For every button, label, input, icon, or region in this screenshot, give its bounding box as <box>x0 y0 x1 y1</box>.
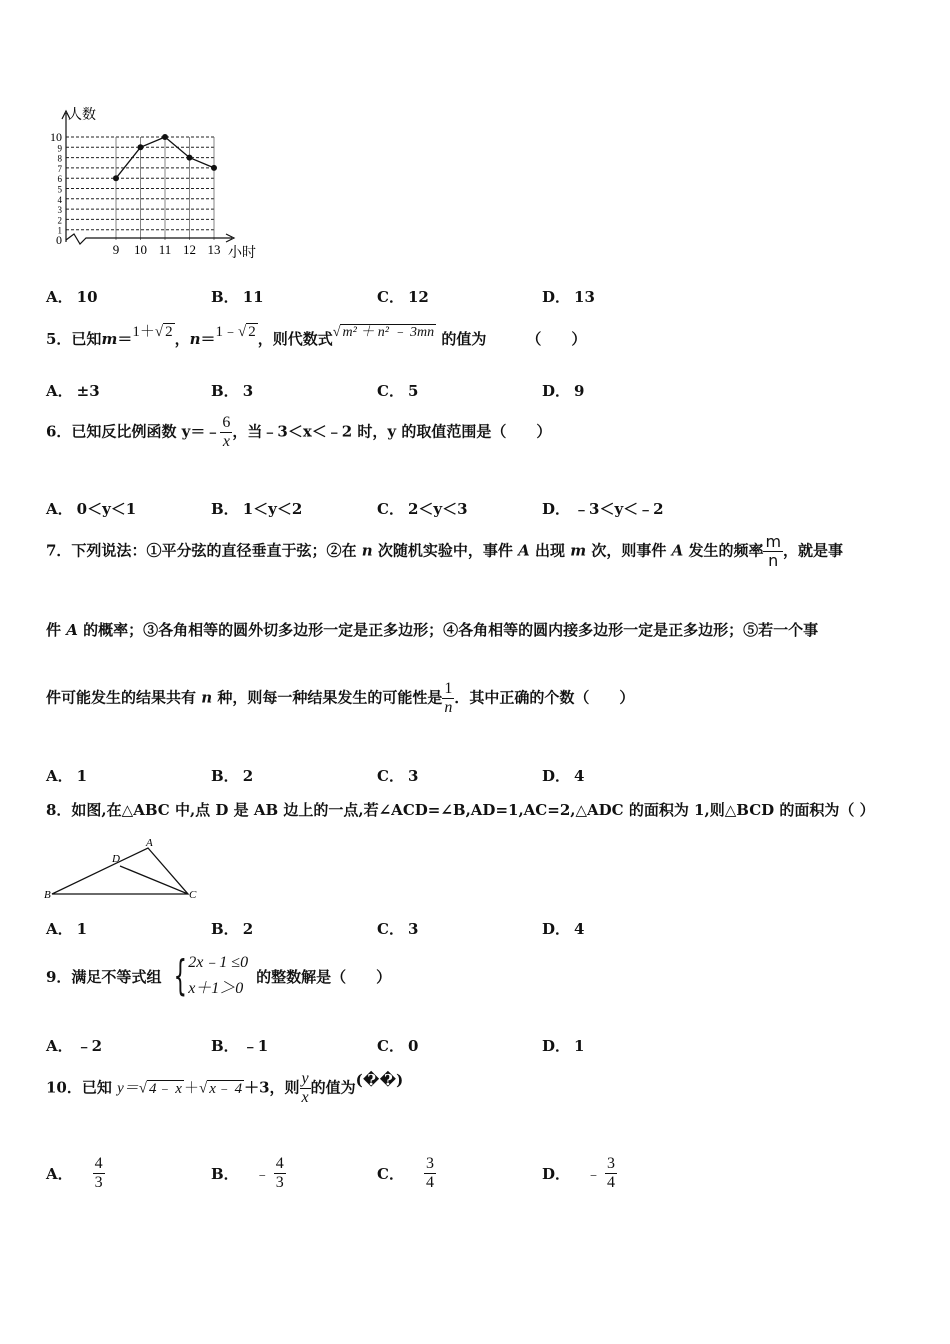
q5-options-a <box>46 380 100 401</box>
question-9: 9．满足不等式组 { 2x﹣1 ≤0 x＋1＞0 的整数解是（ ） <box>46 951 392 1000</box>
y-tick-label: 8 <box>57 153 62 164</box>
question-5: 5．已知m＝1＋√ 2 ，n＝1﹣√ 2 ，则代数式√ m² ＋ n² ﹣ 3mn 的值为 （ ） <box>46 324 587 348</box>
option-letter: B． <box>211 382 239 400</box>
option-text: 2 <box>242 920 254 938</box>
x-tick-label: 12 <box>183 242 196 257</box>
option-text: 3 <box>407 920 419 938</box>
option-text: 12 <box>407 288 429 306</box>
option-fraction <box>274 1155 286 1192</box>
q4-options-c <box>377 286 429 307</box>
option-text: ﹣1 <box>242 1037 269 1055</box>
label-A: A <box>146 837 153 849</box>
label-D: D <box>112 853 120 865</box>
q5-options-c <box>377 380 418 401</box>
option-text: 1＜y＜2 <box>242 500 303 518</box>
option-text: 2＜y＜3 <box>407 500 468 518</box>
option-letter: C． <box>377 1165 404 1183</box>
option-text: 10 <box>76 288 98 306</box>
option-text: 2 <box>242 767 254 785</box>
q8-options-d <box>542 918 584 939</box>
q6-options-b <box>211 498 302 519</box>
option-letter: B． <box>211 1037 239 1055</box>
option-fraction <box>424 1155 436 1192</box>
option-letter: C． <box>377 382 404 400</box>
option-letter: D． <box>542 767 571 785</box>
q9-options-d <box>542 1035 584 1056</box>
option-letter: D． <box>542 500 571 518</box>
option-letter: B． <box>211 920 239 938</box>
triangle-lines <box>52 848 188 894</box>
data-point <box>211 165 217 171</box>
option-text: 3 <box>242 382 254 400</box>
option-text: ﹣3＜y＜﹣2 <box>574 500 664 518</box>
option-text: 11 <box>242 288 264 306</box>
y-tick-label: 4 <box>57 194 62 205</box>
option-letter: B． <box>211 288 239 306</box>
option-letter: B． <box>211 500 239 518</box>
triangle-figure <box>40 836 210 902</box>
question-10: 10．已知 y＝√ 4﹣ x ＋√ x﹣ 4 ＋3，则 $\frac{y}{x}$ 的值为(��) <box>46 1070 404 1106</box>
y-tick-label: 3 <box>57 205 62 216</box>
q9-options-b <box>211 1035 268 1056</box>
option-text: 1 <box>574 1037 585 1055</box>
denominator: 4 <box>425 1174 434 1191</box>
option-text: ±3 <box>76 382 100 400</box>
question-8: 8．如图,在△ABC 中,点 D 是 AB 边上的一点,若∠ACD=∠B,AD=1,AC=2,△ADC 的面积为 1,则△BCD 的面积为（ ） <box>46 801 875 819</box>
y-axis-label: 人数 <box>68 107 96 123</box>
option-letter: A． <box>46 767 73 785</box>
question-6: 6．已知反比例函数 y＝﹣ $\frac{6}{x}$ ，当﹣3＜x＜﹣2 时，y 的取值范围是（ ） <box>46 414 552 450</box>
option-letter: D． <box>542 382 571 400</box>
q10-options-c <box>377 1155 436 1192</box>
numerator: 3 <box>425 1155 434 1172</box>
x-tick-label: 10 <box>134 242 147 257</box>
denominator: 4 <box>607 1174 616 1191</box>
question-7-line-3: 件可能发生的结果共有 n 种，则每一种结果发生的可能性是 $\frac{1}{n}$ ．其中正确的个数（ ） <box>46 680 635 716</box>
q7-options-d <box>542 765 584 786</box>
q6-options-a <box>46 498 136 519</box>
option-text: 5 <box>407 382 419 400</box>
q9-options-a <box>46 1035 102 1056</box>
question-7-line-2: 件 A 的概率；③各角相等的圆外切多边形一定是正多边形；④各角相等的圆内接多边形一定是正多边形；⑤若一个事 <box>46 621 819 639</box>
q7-options-b <box>211 765 253 786</box>
data-point <box>138 144 144 150</box>
x-axis-label: 小时 <box>228 245 256 261</box>
q10-options-b <box>211 1155 286 1192</box>
option-letter: D． <box>542 288 571 306</box>
option-letter: A． <box>46 500 73 518</box>
denominator: 3 <box>94 1174 103 1191</box>
option-letter: C． <box>377 767 404 785</box>
option-letter: C． <box>377 500 404 518</box>
y-tick-label: 0 <box>56 233 62 247</box>
y-tick-label: 1 <box>57 225 62 236</box>
y-tick-label: 7 <box>57 163 62 174</box>
y-tick-label: 9 <box>57 143 62 154</box>
option-letter: C． <box>377 1037 404 1055</box>
label-B: B <box>44 889 51 901</box>
q4-options-a <box>46 286 98 307</box>
option-letter: A． <box>46 1037 73 1055</box>
option-text: 13 <box>574 288 595 306</box>
x-tick-label: 11 <box>158 242 172 257</box>
option-letter: D． <box>542 920 571 938</box>
data-point <box>187 155 193 161</box>
option-text: 1 <box>76 767 88 785</box>
line-chart <box>40 105 270 265</box>
q10-options-d <box>542 1155 617 1192</box>
option-letter: A． <box>46 382 73 400</box>
q8-options-c <box>377 918 418 939</box>
y-tick-label: 6 <box>57 174 62 185</box>
option-fraction <box>93 1155 105 1192</box>
option-text: 0 <box>407 1037 419 1055</box>
x-tick-label: 13 <box>207 242 221 257</box>
option-text: 4 <box>574 767 585 785</box>
inequality-system: { 2x﹣1 ≤0 x＋1＞0 <box>174 951 249 1000</box>
q5-options-b <box>211 380 253 401</box>
numerator: 3 <box>607 1155 616 1172</box>
q7-options-a <box>46 765 87 786</box>
option-letter: A． <box>46 1165 73 1183</box>
q10-options-a <box>46 1155 105 1192</box>
q8-options-a <box>46 918 87 939</box>
y-tick-label: 10 <box>50 130 62 144</box>
option-letter: C． <box>377 288 404 306</box>
q8-options-b <box>211 918 253 939</box>
numerator: 4 <box>275 1155 284 1172</box>
q7-options-c <box>377 765 418 786</box>
option-letter: A． <box>46 920 73 938</box>
q9-options-c <box>377 1035 418 1056</box>
y-tick-label: 2 <box>57 215 62 226</box>
option-text: 1 <box>76 920 88 938</box>
q6-options-c <box>377 498 468 519</box>
option-fraction <box>605 1155 617 1192</box>
x-tick-label: 9 <box>112 242 120 257</box>
option-letter: C． <box>377 920 404 938</box>
label-C: C <box>189 889 197 901</box>
option-text: ﹣2 <box>76 1037 103 1055</box>
option-text: 4 <box>574 920 585 938</box>
q5-options-d <box>542 380 584 401</box>
option-sign: ﹣ <box>586 1167 602 1183</box>
data-point <box>113 175 119 181</box>
option-letter: D． <box>542 1165 571 1183</box>
q4-options-d <box>542 286 595 307</box>
question-7-line-1: 7．下列说法：①平分弦的直径垂直于弦；②在 n 次随机实验中，事件 A 出现 m 次，则事件 A 发生的频率 $\frac{m}{n}$ ，就是事 <box>46 532 844 570</box>
option-letter: B． <box>211 1165 239 1183</box>
option-text: 0＜y＜1 <box>76 500 137 518</box>
denominator: 3 <box>275 1174 284 1191</box>
numerator: 4 <box>94 1155 103 1172</box>
data-point <box>162 134 168 140</box>
option-letter: B． <box>211 767 239 785</box>
option-text: 9 <box>574 382 585 400</box>
y-tick-label: 5 <box>57 184 62 195</box>
q6-options-d <box>542 498 664 519</box>
option-text: 3 <box>407 767 419 785</box>
option-sign: ﹣ <box>254 1167 270 1183</box>
q4-options-b <box>211 286 264 307</box>
option-letter: A． <box>46 288 73 306</box>
option-letter: D． <box>542 1037 571 1055</box>
